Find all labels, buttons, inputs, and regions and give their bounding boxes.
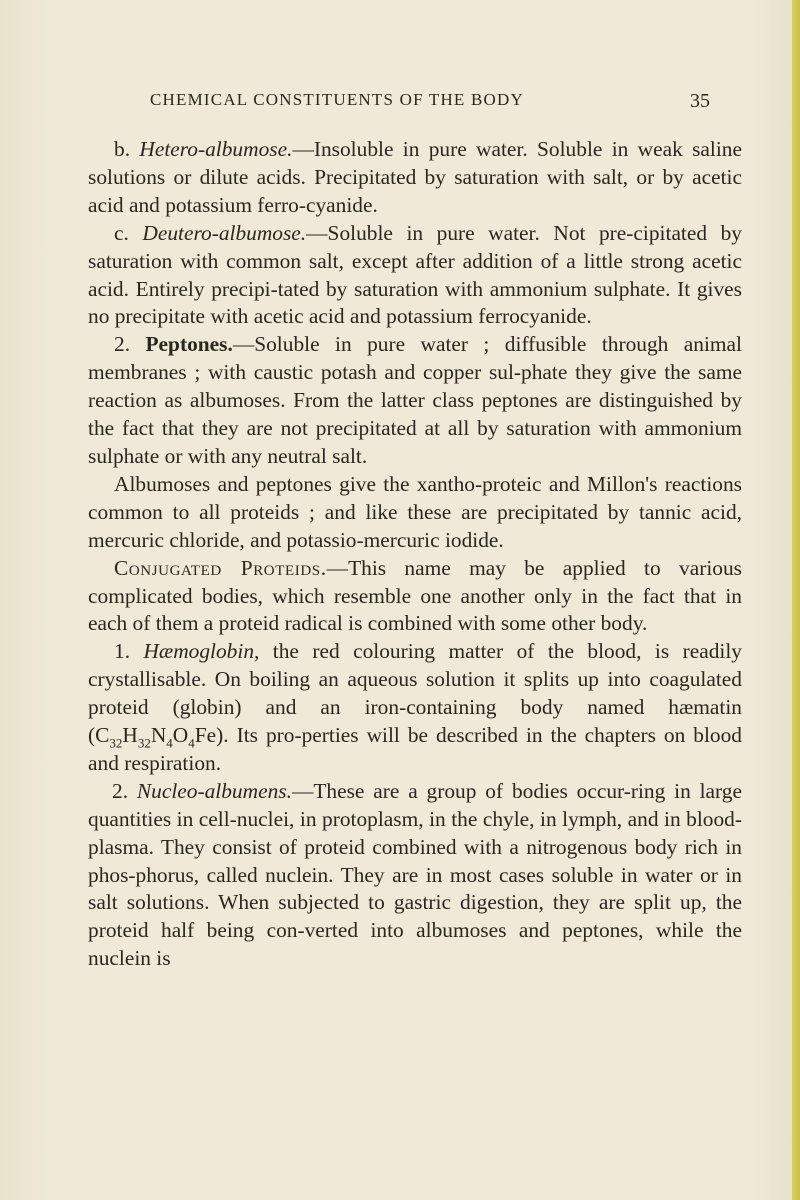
formula-subscript: 32 xyxy=(137,735,151,751)
paragraph-text: the red colouring matter of the blood, is readily crystallisable. On boiling an aqueous solution it splits up into coagulated proteid (globin) and an iron-containing body named hæmatin (C xyxy=(88,639,742,748)
paragraph-haemoglobin xyxy=(88,638,742,778)
formula-element: Fe) xyxy=(194,723,224,748)
formula-element: O xyxy=(172,723,189,748)
term-conjugated-proteids: Conjugated Proteids. xyxy=(114,555,327,580)
paragraph-text: Albumoses and peptones give the xantho-proteic and Millon's reactions common to all proteids ; and like these are precipitated by tannic acid, mercuric chloride, and potassio-mercuric iodide. xyxy=(88,471,742,552)
term-deutero-albumose: Deutero-albumose. xyxy=(142,220,307,245)
formula-element: H xyxy=(122,723,138,748)
paragraph-hetero-albumose xyxy=(88,136,742,220)
paragraph-text: —These are a group of bodies occur-ring in large quantities in cell-nuclei, in protoplasm, in the chyle, in lymph, and in blood-plasma. They consist of proteid combined with a nitrogenous body rich in phos-phorus, called nuclein. They are in most cases soluble in water or in salt solutions. When subjected to gastric digestion, they are split up, the proteid half being con-verted into albumoses and peptones, while the nuclein is xyxy=(88,778,742,971)
item-label: 1. xyxy=(114,639,131,664)
body-text xyxy=(88,136,742,973)
item-label: 2. xyxy=(114,332,131,357)
term-haemoglobin: Hæmoglobin, xyxy=(143,639,260,664)
paragraph-text: —Soluble in pure water ; diffusible through animal membranes ; with caustic potash and copper sul-phate they give the same reaction as albumoses. From the latter class peptones are distinguished by the fact that they are not precipitated at all by saturation with ammonium sulphate or with any neutral salt. xyxy=(88,332,742,468)
paragraph-text: . Its pro-perties will be described in the chapters on blood and respiration. xyxy=(88,723,742,775)
formula-subscript: 4 xyxy=(188,735,195,751)
term-nucleo-albumens: Nucleo-albumens. xyxy=(136,778,292,803)
item-label: c. xyxy=(114,220,129,245)
item-label: 2. xyxy=(112,778,129,803)
paragraph-text: —Insoluble in pure water. Soluble in weak saline solutions or dilute acids. Precipitated by saturation with salt, or by acetic acid and potassium ferro-cyanide. xyxy=(88,137,742,217)
page-number: 35 xyxy=(690,90,710,112)
formula-subscript: 4 xyxy=(166,735,173,751)
paragraph-conjugated-proteids xyxy=(88,555,742,639)
item-label: b. xyxy=(114,137,131,161)
page-edge xyxy=(792,0,800,1200)
formula-element: N xyxy=(150,723,167,748)
paragraph-peptones xyxy=(88,331,742,471)
running-header xyxy=(150,90,710,113)
paragraph-text: —Soluble in pure water. Not pre-cipitated by saturation with common salt, except after addition of a little strong acetic acid. Entirely precipi-tated by saturation with ammonium sulphate. It gives no precipitate with acetic acid and potassium ferrocyanide. xyxy=(88,220,742,329)
paragraph-albumoses-peptones xyxy=(88,471,742,555)
formula-subscript: 32 xyxy=(109,735,123,751)
header-title: CHEMICAL CONSTITUENTS OF THE BODY xyxy=(150,90,524,109)
term-hetero-albumose: Hetero-albumose. xyxy=(139,137,293,161)
paragraph-deutero-albumose xyxy=(88,220,742,332)
term-peptones: Peptones. xyxy=(145,332,233,357)
paragraph-nucleo-albumens xyxy=(88,778,742,973)
paragraph-text: —This name may be applied to various complicated bodies, which resemble one another only in the fact that in each of them a proteid radical is combined with some other body. xyxy=(88,555,742,636)
